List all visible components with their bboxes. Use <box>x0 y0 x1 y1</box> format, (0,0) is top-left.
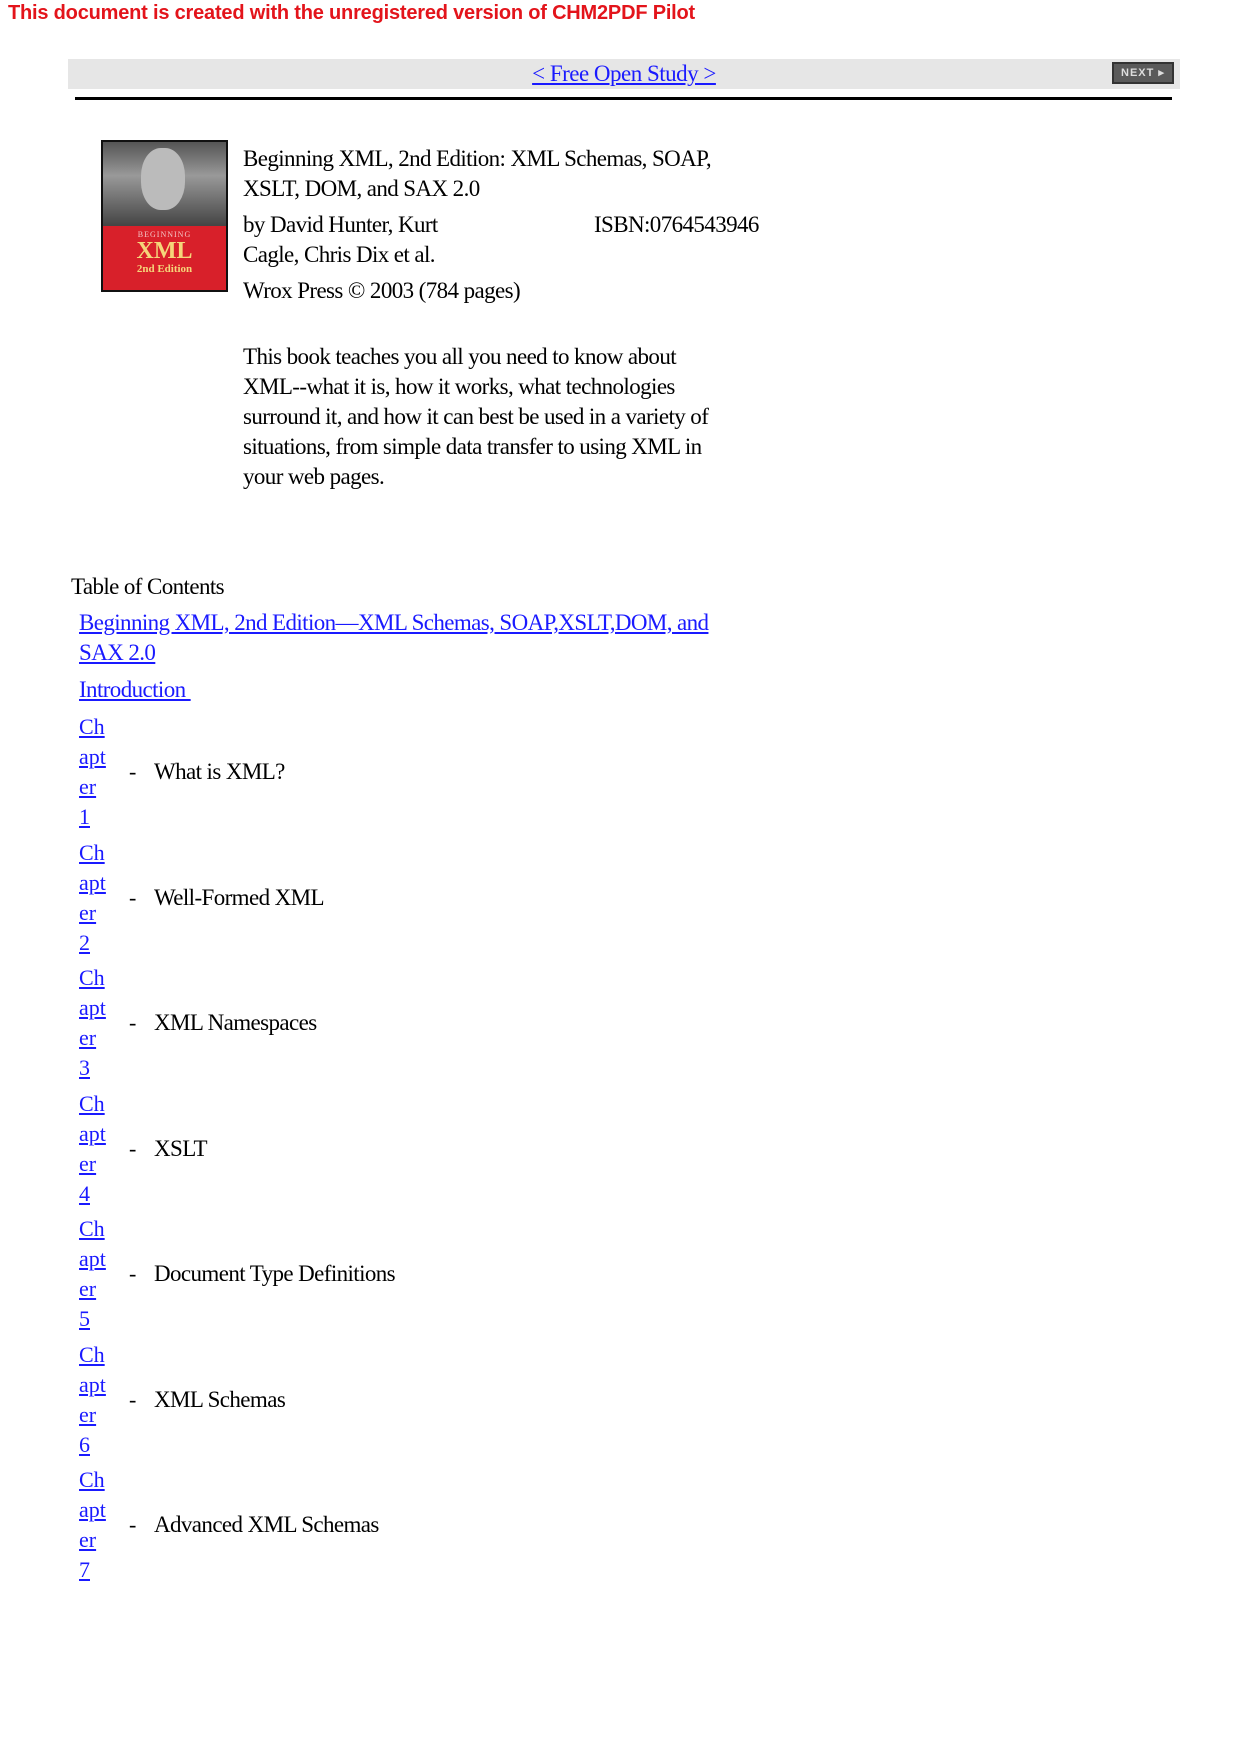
next-button[interactable]: NEXT ▸ <box>1112 62 1174 84</box>
toc-chapter-row <box>79 1089 279 1209</box>
cover-text: 2nd Edition <box>136 263 193 275</box>
chapter-link[interactable]: Chapter 5 <box>79 1216 106 1331</box>
chapter-link[interactable]: Chapter 3 <box>79 965 106 1080</box>
book-title <box>243 144 711 204</box>
chapter-title: What is XML? <box>154 759 285 784</box>
toc-chapter-row <box>79 963 317 1083</box>
book-publisher: Wrox Press © 2003 (784 pages) <box>243 278 521 303</box>
toc-heading: Table of Contents <box>71 574 224 599</box>
toc-chapter-row <box>79 1340 286 1460</box>
description-line: your web pages. <box>243 464 385 489</box>
chapter-title: Document Type Definitions <box>154 1261 396 1286</box>
book-cover-image <box>101 140 228 292</box>
chapter-title: Well-Formed XML <box>154 884 324 910</box>
description-line: XML--what it is, how it works, what technologies <box>243 374 675 399</box>
authors-line: by David Hunter, Kurt <box>243 212 438 237</box>
chapter-title: XML Schemas <box>154 1386 286 1412</box>
separator: - <box>129 1512 137 1537</box>
book-authors <box>243 210 438 270</box>
cover-text: XML <box>136 238 193 264</box>
separator: - <box>129 1010 137 1035</box>
chapter-link[interactable]: Chapter 6 <box>79 1341 106 1457</box>
free-open-study-link[interactable]: < Free Open Study > <box>532 61 716 86</box>
description-line: This book teaches you all you need to know about <box>243 344 677 369</box>
chapter-title: XSLT <box>154 1135 207 1161</box>
toc-chapter-row <box>79 712 285 832</box>
nav-bar <box>68 59 1180 89</box>
separator: - <box>129 1386 137 1412</box>
description-line: situations, from simple data transfer to using XML in <box>243 434 702 459</box>
chapter-title: Advanced XML Schemas <box>154 1512 379 1537</box>
chapter-link[interactable]: Chapter 1 <box>79 714 106 829</box>
watermark: This document is created with the unregistered version of CHM2PDF Pilot <box>8 2 696 24</box>
separator: - <box>129 1135 137 1161</box>
chapter-link[interactable]: Chapter 7 <box>79 1467 106 1582</box>
description-line: surround it, and how it can best be used in a variety of <box>243 404 709 429</box>
toc-book-link-line[interactable]: SAX 2.0 <box>79 640 156 665</box>
separator: - <box>129 884 137 910</box>
book-isbn: ISBN:0764543946 <box>594 212 759 237</box>
separator: - <box>129 759 137 784</box>
chapter-link[interactable]: Chapter 4 <box>79 1090 106 1206</box>
divider <box>75 97 1172 100</box>
book-description <box>243 342 708 492</box>
cover-text: BEGINNING <box>137 230 192 239</box>
chapter-link[interactable]: Chapter 2 <box>79 839 106 955</box>
separator: - <box>129 1261 137 1286</box>
book-title-line: Beginning XML, 2nd Edition: XML Schemas, SOAP, <box>243 146 711 171</box>
toc-chapter-row <box>79 838 324 958</box>
toc-book-link[interactable] <box>79 608 708 668</box>
toc-chapter-row <box>79 1465 379 1585</box>
toc-introduction-link[interactable]: Introduction <box>79 677 191 702</box>
toc-chapter-row <box>79 1214 396 1334</box>
chapter-title: XML Namespaces <box>154 1010 317 1035</box>
authors-line: Cagle, Chris Dix et al. <box>243 242 435 267</box>
toc-book-link-line[interactable]: Beginning XML, 2nd Edition—XML Schemas, SOAP,XSLT,DOM, and <box>79 610 709 635</box>
book-title-line: XSLT, DOM, and SAX 2.0 <box>243 176 480 201</box>
